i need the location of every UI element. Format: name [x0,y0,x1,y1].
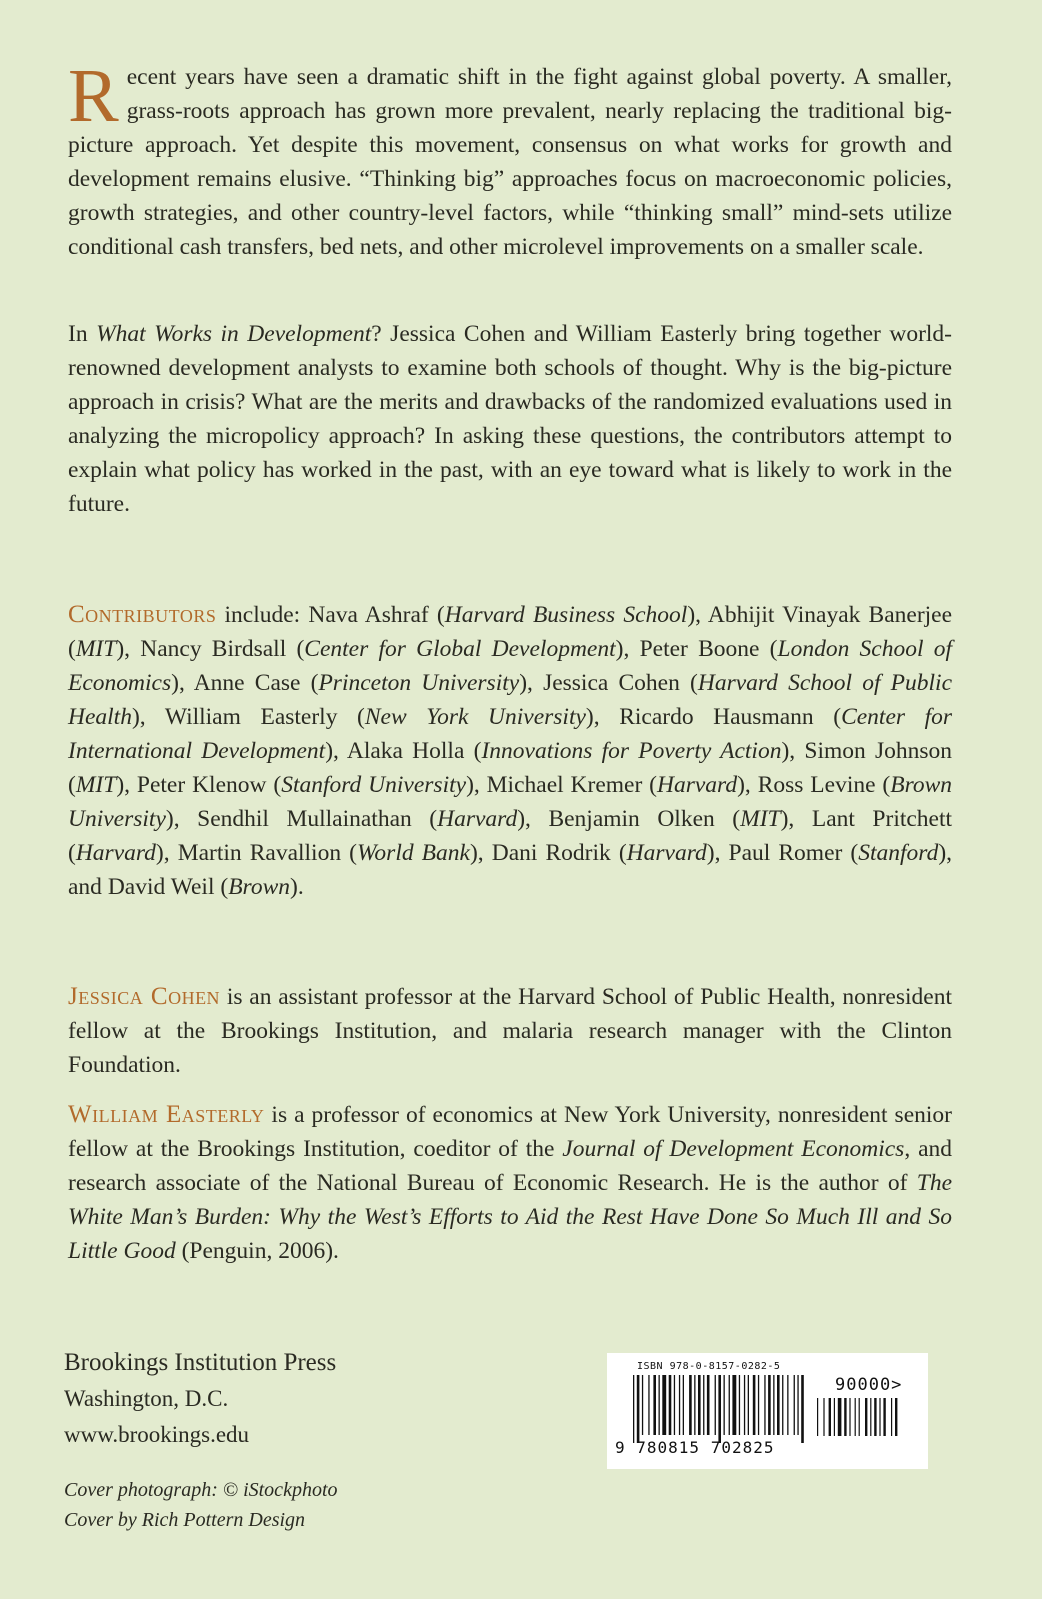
author-bio-easterly-text-2: , and research associate of the National Bureau of Economic Research. He is the author of [68,1136,952,1196]
barcode-bar [797,1375,798,1435]
contributor-affiliation: Center for International Development [68,704,953,764]
author-name-cohen: Jessica Cohen [68,983,221,1010]
barcode-bar [732,1375,736,1435]
contributor-name: Lant Pritchett [811,806,953,832]
barcode-bar [648,1375,649,1435]
addon-bar [874,1398,876,1436]
addon-bar [838,1398,842,1436]
addon-bar [859,1398,860,1436]
contributor-item: Lant Pritchett (Harvard), [68,806,953,866]
contributor-item: Paul Romer (Stanford), [728,840,953,866]
contributor-name: Martin Ravallion [177,840,342,866]
barcode-bar [718,1375,721,1443]
barcode-bar [659,1375,660,1435]
contributors-intro: include: [216,602,309,628]
contributor-item: Michael Kremer (Harvard), [486,772,758,798]
contributor-affiliation: Brown [228,874,290,900]
addon-bar [844,1398,846,1436]
contributor-name: Michael Kremer [486,772,643,798]
book-title-easterly: The White Man’s Burden: Why the West’s Efforts to Aid the Rest Have Done So Much Ill and So Little Good [68,1170,952,1264]
contributor-name: Peter Boone [639,636,760,662]
contributor-name: Alaka Holla [346,738,465,764]
contributor-affiliation: Harvard Business School [444,602,688,628]
contributor-item: Ricardo Hausmann (Center for International Development), [68,704,953,764]
barcode-bar [764,1375,765,1435]
contributor-name: Abhijit Vinayak Banerjee [707,602,953,628]
author-bio-easterly-text-3: (Penguin, 2006). [175,1238,339,1264]
contributor-name: David Weil [107,874,215,900]
contributors-final-conjunction: and [68,874,108,900]
contributor-affiliation: Harvard [626,840,707,866]
contributor-item: William Easterly (New York University), [164,704,620,730]
book-title-inline: What Works in Development [96,321,372,347]
contributor-name: Ross Levine [757,772,876,798]
author-bio-easterly [68,1098,952,1268]
contributor-affiliation: World Bank [357,840,470,866]
contributor-item: Benjamin Olken (MIT), [548,806,812,832]
addon-barcode-bars [817,1398,897,1436]
contributor-affiliation: MIT [740,806,781,832]
contributor-name: Jessica Cohen [543,670,680,696]
barcode-bar [698,1375,701,1435]
description-paragraph-1-text: ecent years have seen a dramatic shift in the fight against global poverty. A smaller, grass-roots approach has grown more prevalent, nearly replacing the traditional big-picture approach. Yet despite this movement, consensus on what works for growth and development remains elusive. “Thinking big” approaches focus on macroeconomic policies, growth strategies, and other country-level factors, while “thinking small” mind-sets utilize conditional cash transfers, bed nets, and other microlevel improvements on a smaller scale. [68,64,952,260]
contributor-name: Ricardo Hausmann [619,704,814,730]
contributor-item: Abhijit Vinayak Banerjee (MIT), [68,602,953,662]
barcode-bar [753,1375,756,1435]
description-paragraph-2-lead: In [68,321,97,347]
author-name-easterly: William Easterly [68,1101,265,1128]
barcode-bar [653,1375,656,1435]
contributor-affiliation: Princeton University [318,670,520,696]
barcode-bar [669,1375,672,1435]
author-bio-cohen-text: is an assistant professor at the Harvard School of Public Health, nonresident fellow at the Brookings Institution, and malaria research manager with the Clinton Foundation. [68,984,952,1078]
barcode-bar [794,1375,795,1435]
addon-bar [891,1398,892,1436]
barcode-bar [744,1375,745,1435]
barcode-bar [758,1375,759,1435]
contributor-item: Simon Johnson (MIT), [68,738,953,798]
publisher-name: Brookings Institution Press [64,1349,337,1376]
contributor-item: Martin Ravallion (World Bank), [177,840,492,866]
contributor-item: Dani Rodrik (Harvard), [491,840,729,866]
barcode-bar [689,1375,692,1435]
barcode-bar [729,1375,730,1435]
barcode-bar [748,1375,749,1435]
contributor-affiliation: Harvard [75,840,156,866]
ean-digits: 9 780815 702825 [615,1438,775,1457]
contributor-name: Nancy Birdsall [140,636,287,662]
publisher-website: www.brookings.edu [64,1422,250,1447]
journal-title: Journal of Development Economics [562,1136,905,1162]
barcode-bar [801,1375,804,1443]
barcode-bar [642,1375,643,1435]
addon-bar [829,1398,831,1436]
contributor-name: Dani Rodrik [491,840,611,866]
description-paragraph-2 [68,317,952,521]
contributor-affiliation: Brown University [68,772,953,832]
barcode-bar [768,1375,771,1435]
contributor-item: Alaka Holla (Innovations for Poverty Action), [346,738,805,764]
contributor-item: Nava Ashraf (Harvard Business School), [308,602,708,628]
contributor-name: Benjamin Olken [548,806,715,832]
barcode-label [607,1353,928,1469]
cover-credits [64,1475,338,1535]
contributor-name: Sendhil Mullainathan [197,806,412,832]
photo-credit: Cover photograph: © iStockphoto [64,1479,338,1501]
contributor-name: Simon Johnson [804,738,953,764]
barcode-bar [674,1375,675,1435]
contributor-affiliation: Innovations for Poverty Action [481,738,782,764]
contributor-item: Nancy Birdsall (Center for Global Development), [140,636,640,662]
barcode-bar [679,1375,680,1435]
author-bio-easterly-text-1: is a professor of economics at New York University, nonresident senior fellow at the Brookings Institution, coeditor of the [68,1102,952,1162]
contributor-name: William Easterly [164,704,338,730]
barcode-bar [707,1375,710,1435]
contributor-item: Peter Boone (London School of Economics), [68,636,953,696]
barcode-bar [694,1375,695,1435]
contributors-section [68,598,952,904]
contributor-name: Anne Case [193,670,301,696]
price-code: 90000> [835,1375,903,1395]
ean-barcode-bars [633,1375,804,1443]
publisher-block [64,1345,336,1453]
design-credit: Cover by Rich Pottern Design [64,1509,306,1531]
contributor-affiliation: Stanford University [281,772,467,798]
barcode-bar [782,1375,783,1435]
contributor-affiliation: MIT [75,636,117,662]
contributor-item: Jessica Cohen (Harvard School of Public Health), [68,670,952,730]
barcode-bar [683,1375,684,1435]
contributor-affiliation: MIT [75,772,117,798]
addon-bar [870,1398,871,1436]
addon-bar [865,1398,867,1436]
contributor-name: Peter Klenow [136,772,267,798]
addon-bar [883,1398,885,1436]
contributor-item: Anne Case (Princeton University), [193,670,544,696]
contributor-item: and David Weil (Brown). [68,874,304,900]
barcode-bar [637,1375,640,1443]
addon-bar [834,1398,835,1436]
contributor-affiliation: Center for Global Development [304,636,616,662]
contributor-affiliation: Harvard School of Public Health [68,670,952,730]
contributor-affiliation: Stanford [858,840,939,866]
addon-bar [895,1398,897,1436]
description-paragraph-1 [68,54,952,264]
barcode-bar [724,1375,725,1435]
addon-bar [823,1398,824,1436]
barcode-bar [787,1375,788,1435]
barcode-bar [633,1375,634,1443]
barcode-bar [773,1375,774,1435]
contributor-name: Nava Ashraf [308,602,429,628]
description-paragraph-2-text: ? Jessica Cohen and William Easterly bring together world-renowned development analysts to examine both schools of thought. Why is the big-picture approach in crisis? What are the merits and drawbacks of the randomized evaluations used in analyzing the micropolicy approach? In asking these questions, the contributors attempt to explain what policy has worked in the past, with an eye toward what is likely to work in the future. [68,321,952,517]
contributor-item: Sendhil Mullainathan (Harvard), [197,806,549,832]
contributor-affiliation: Harvard [657,772,738,798]
addon-bar [817,1398,818,1436]
contributor-name: Paul Romer [728,840,843,866]
contributor-item: Ross Levine (Brown University), [68,772,953,832]
barcode-bar [777,1375,780,1435]
addon-bar [849,1398,850,1436]
contributors-heading: Contributors [68,601,217,628]
author-bio-cohen [68,980,952,1082]
contributor-affiliation: London School of Economics [68,636,953,696]
barcode-bar [739,1375,740,1435]
barcode-bar [703,1375,704,1435]
barcode-bar [715,1375,716,1435]
drop-cap: R [68,54,119,138]
contributor-item: Peter Klenow (Stanford University), [136,772,487,798]
isbn-text: ISBN 978-0-8157-0282-5 [637,1361,781,1372]
barcode-bar [662,1375,666,1435]
publisher-city: Washington, D.C. [64,1386,229,1411]
contributor-affiliation: Harvard [437,806,518,832]
contributor-affiliation: New York University [364,704,586,730]
addon-bar [855,1398,856,1436]
addon-bar [879,1398,880,1436]
